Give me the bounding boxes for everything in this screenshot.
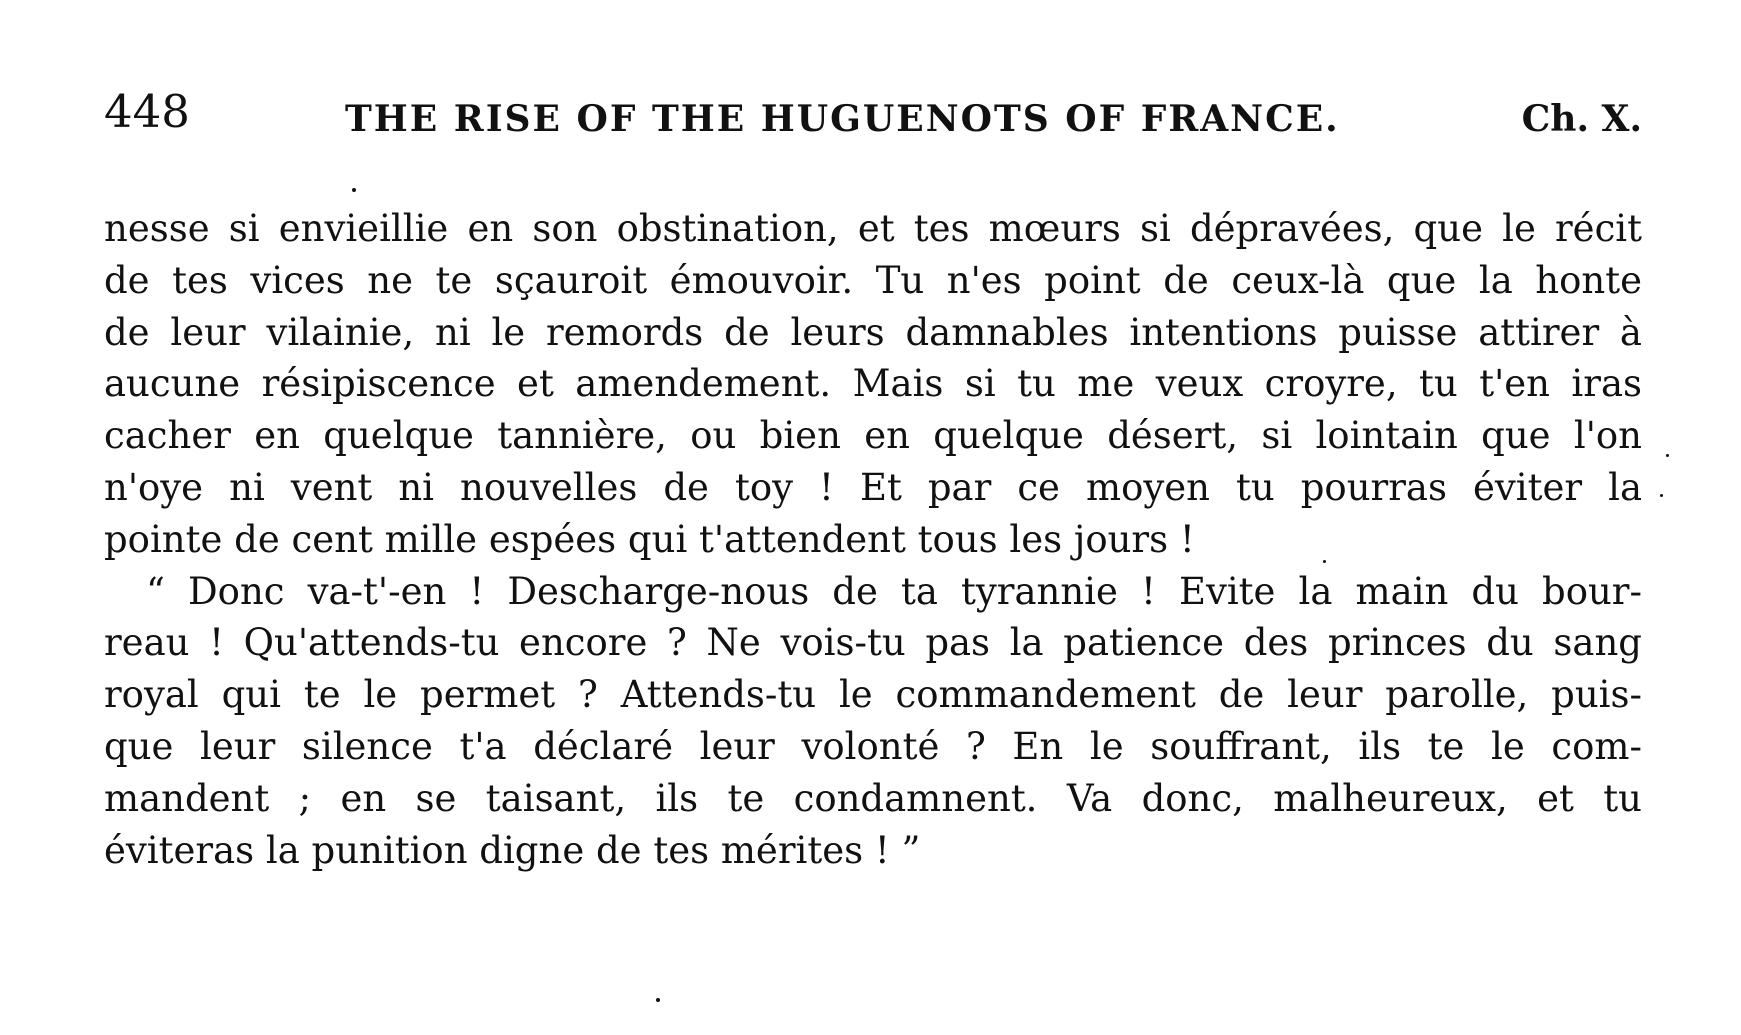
- page-number: 448: [104, 85, 190, 138]
- text-line: n'oye ni vent ni nouvelles de toy ! Et par ce moyen tu pourras éviter la: [104, 465, 1642, 509]
- text-line: que leur silence t'a déclaré leur volonté ? En le souffrant, ils te le com-: [104, 724, 1642, 768]
- page-header: [104, 82, 1642, 152]
- print-speck: [1666, 454, 1669, 457]
- body-text: [104, 203, 1642, 876]
- text-line: nesse si envieillie en son obstination, et tes mœurs si dépravées, que le récit: [104, 207, 1642, 250]
- paragraph: [104, 203, 1642, 566]
- text-line: de tes vices ne te sçauroit émouvoir. Tu n'es point de ceux-là que la honte: [104, 258, 1642, 302]
- paragraph: [104, 566, 1642, 877]
- print-speck: [1660, 494, 1663, 497]
- text-line: royal qui te le permet ? Attends-tu le commandement de leur parolle, puis-: [104, 673, 1642, 717]
- print-speck: [352, 188, 356, 192]
- text-line: de leur vilainie, ni le remords de leurs damnables intentions puisse attirer à: [104, 310, 1642, 354]
- print-speck: [656, 998, 660, 1002]
- text-line: reau ! Qu'attends-tu encore ? Ne vois-tu pas la patience des princes du sang: [104, 621, 1642, 665]
- text-line: mandent ; en se taisant, ils te condamnent. Va donc, malheureux, et tu: [104, 776, 1642, 820]
- chapter-label: Ch. X.: [1521, 98, 1642, 140]
- print-speck: [1323, 560, 1326, 563]
- running-title: THE RISE OF THE HUGUENOTS OF FRANCE.: [345, 98, 1340, 140]
- text-line: pointe de cent mille espées qui t'attendent tous les jours !: [104, 517, 1195, 561]
- text-line: cacher en quelque tannière, ou bien en quelque désert, si lointain que l'on: [104, 414, 1642, 458]
- text-line: “ Donc va-t'-en ! Descharge-nous de ta tyrannie ! Evite la main du bour-: [146, 569, 1642, 613]
- text-line: aucune résipiscence et amendement. Mais si tu me veux croyre, tu t'en iras: [104, 362, 1642, 406]
- text-line: éviteras la punition digne de tes mérites ! ”: [104, 828, 921, 872]
